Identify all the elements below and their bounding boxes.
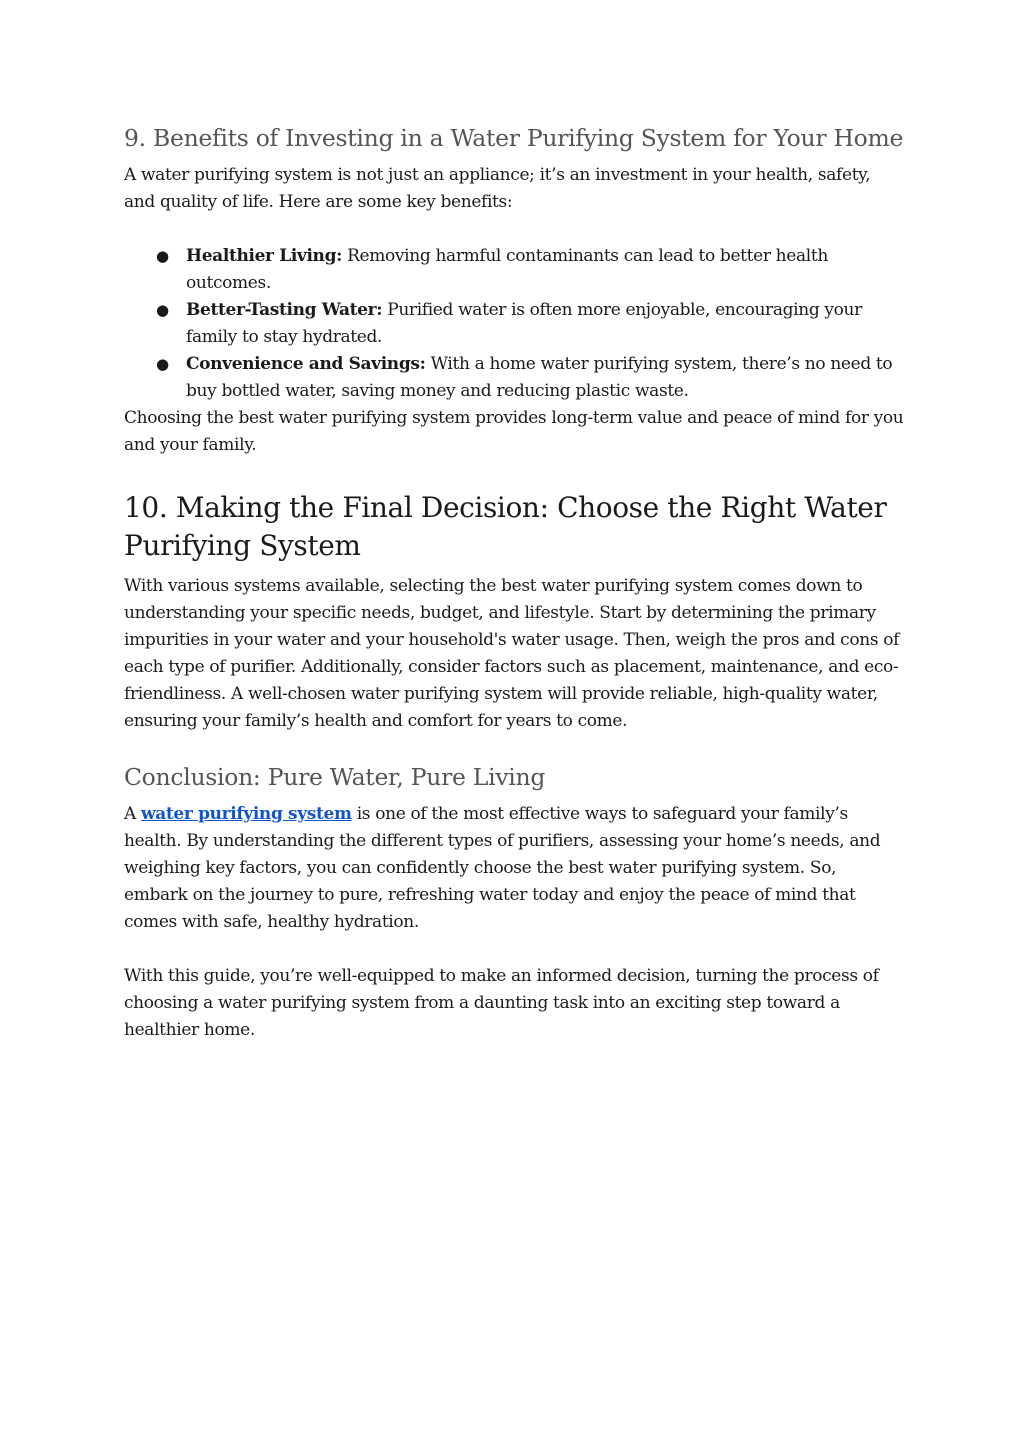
benefits-list xyxy=(124,243,904,405)
water-purifying-system-link[interactable]: water purifying system xyxy=(140,804,352,824)
bullet-icon: ● xyxy=(156,301,169,319)
benefit-title: Healthier Living: xyxy=(186,246,343,266)
section-9-heading: 9. Benefits of Investing in a Water Purifying System for Your Home xyxy=(124,124,904,152)
list-item xyxy=(156,297,904,351)
bullet-icon: ● xyxy=(156,355,169,373)
conclusion-paragraph-1 xyxy=(124,801,904,936)
section-9-closing: Choosing the best water purifying system provides long-term value and peace of mind for you and your family. xyxy=(124,408,904,455)
section-9-intro: A water purifying system is not just an appliance; it’s an investment in your health, safety, and quality of life. Here are some key benefits: xyxy=(124,165,871,212)
section-10-body: With various systems available, selecting the best water purifying system comes down to understanding your specific needs, budget, and lifestyle. Start by determining the primary impurities in your water and your household's water usage. Then, weigh the pros and cons of each type of purifier. Additionally, consider factors such as placement, maintenance, and eco-friendliness. A well-chosen water purifying system will provide reliable, high-quality water, ensuring your family’s health and comfort for years to come. xyxy=(124,576,900,731)
conclusion-paragraph-2: With this guide, you’re well-equipped to make an informed decision, turning the process of choosing a water purifying system from a daunting task into an exciting step toward a healthier home. xyxy=(124,966,879,1040)
section-10-heading: 10. Making the Final Decision: Choose the Right Water Purifying System xyxy=(124,491,887,562)
benefit-title: Better-Tasting Water: xyxy=(186,300,383,320)
bullet-icon: ● xyxy=(156,247,169,265)
benefit-text: Purified water is often more enjoyable, encouraging your family to stay hydrated. xyxy=(186,300,862,347)
list-item xyxy=(156,243,904,297)
benefit-text: With a home water purifying system, there’s no need to buy bottled water, saving money and reducing plastic waste. xyxy=(186,354,893,401)
conclusion-heading: Conclusion: Pure Water, Pure Living xyxy=(124,763,546,791)
conclusion-prefix: A xyxy=(124,804,141,824)
document-page xyxy=(124,120,904,1044)
list-item xyxy=(156,351,904,405)
benefit-text: Removing harmful contaminants can lead to better health outcomes. xyxy=(186,246,828,293)
benefit-title: Convenience and Savings: xyxy=(186,354,426,374)
conclusion-suffix: is one of the most effective ways to safeguard your family’s health. By understanding the different types of purifiers, assessing your home’s needs, and weighing key factors, you can confidently choose the best water purifying system. So, embark on the journey to pure, refreshing water today and enjoy the peace of mind that comes with safe, healthy hydration. xyxy=(124,804,881,932)
